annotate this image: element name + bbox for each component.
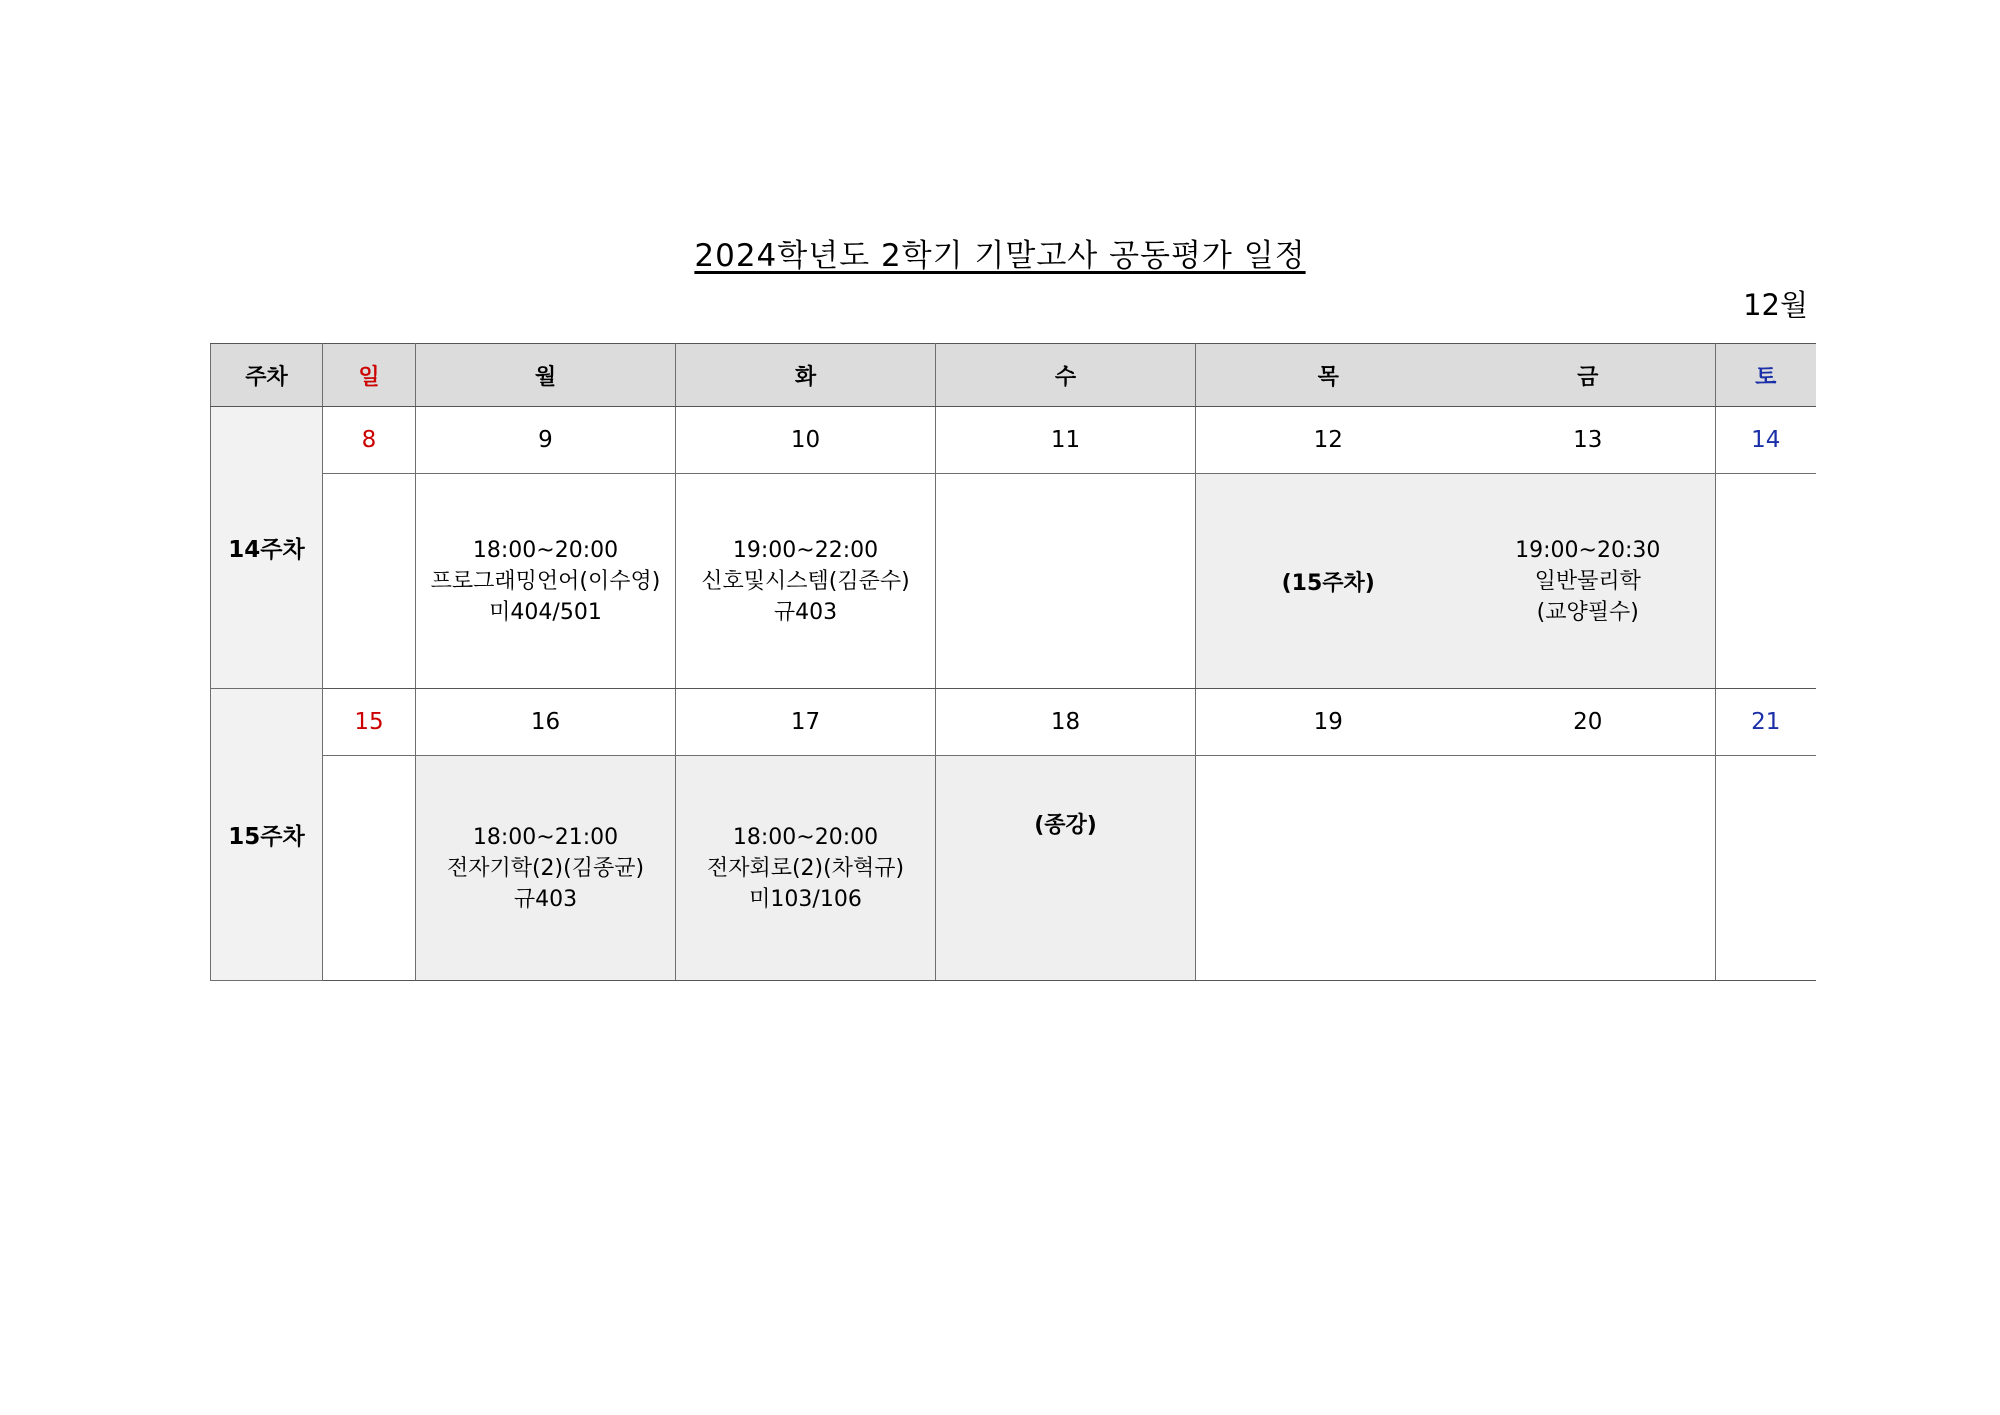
event-18 (936, 756, 1196, 981)
date-12: 12 (1196, 407, 1461, 474)
cell-11 (936, 474, 1196, 689)
cell-14 (1716, 474, 1816, 689)
header-week: 주차 (211, 344, 323, 407)
week14-event-row (211, 474, 1816, 689)
page-title: 2024학년도 2학기 기말고사 공동평가 일정 (694, 238, 1306, 274)
week15-label: 15주차 (211, 689, 323, 981)
cell-19 (1196, 756, 1461, 981)
cell-8 (323, 474, 416, 689)
week14-date-row (211, 407, 1816, 474)
event-9 (416, 474, 676, 689)
header-tue: 화 (676, 344, 936, 407)
event-16 (416, 756, 676, 981)
event-note: (종강) (1034, 813, 1097, 838)
event-room: 미103/106 (749, 886, 862, 912)
cell-20 (1461, 756, 1716, 981)
event-course: 일반물리학 (1534, 568, 1641, 594)
event-course: 전자기학(2)(김종균) (446, 855, 645, 881)
event-course: 전자회로(2)(차혁규) (706, 855, 905, 881)
week14-label: 14주차 (211, 407, 323, 689)
date-19: 19 (1196, 689, 1461, 756)
date-17: 17 (676, 689, 936, 756)
date-21: 21 (1716, 689, 1816, 756)
event-room: 규403 (773, 599, 838, 625)
event-12 (1196, 474, 1461, 689)
date-8: 8 (323, 407, 416, 474)
header-sun: 일 (323, 344, 416, 407)
week15-event-row (211, 756, 1816, 981)
date-9: 9 (416, 407, 676, 474)
date-20: 20 (1461, 689, 1716, 756)
date-13: 13 (1461, 407, 1716, 474)
event-course: 프로그래밍언어(이수영) (430, 568, 661, 594)
event-course: 신호및시스템(김준수) (701, 568, 910, 594)
header-fri: 금 (1461, 344, 1716, 407)
week15-date-row (211, 689, 1816, 756)
event-room: 규403 (513, 886, 578, 912)
event-13 (1461, 474, 1716, 689)
header-sat: 토 (1716, 344, 1816, 407)
date-10: 10 (676, 407, 936, 474)
header-thu: 목 (1196, 344, 1461, 407)
header-wed: 수 (936, 344, 1196, 407)
event-time: 19:00~22:00 (732, 537, 879, 563)
header-mon: 월 (416, 344, 676, 407)
event-room: 미404/501 (489, 599, 602, 625)
date-11: 11 (936, 407, 1196, 474)
event-note: (15주차) (1281, 570, 1375, 596)
event-17 (676, 756, 936, 981)
event-room: (교양필수) (1536, 599, 1639, 625)
event-time: 18:00~20:00 (732, 824, 879, 850)
event-time: 18:00~20:00 (472, 537, 619, 563)
date-16: 16 (416, 689, 676, 756)
cell-15 (323, 756, 416, 981)
exam-schedule-table (210, 343, 1816, 981)
date-18: 18 (936, 689, 1196, 756)
date-14: 14 (1716, 407, 1816, 474)
header-row (211, 344, 1816, 407)
cell-21 (1716, 756, 1816, 981)
month-label: 12월 (1743, 288, 1808, 322)
event-time: 19:00~20:30 (1515, 537, 1661, 563)
event-10 (676, 474, 936, 689)
event-time: 18:00~21:00 (472, 824, 619, 850)
date-15: 15 (323, 689, 416, 756)
